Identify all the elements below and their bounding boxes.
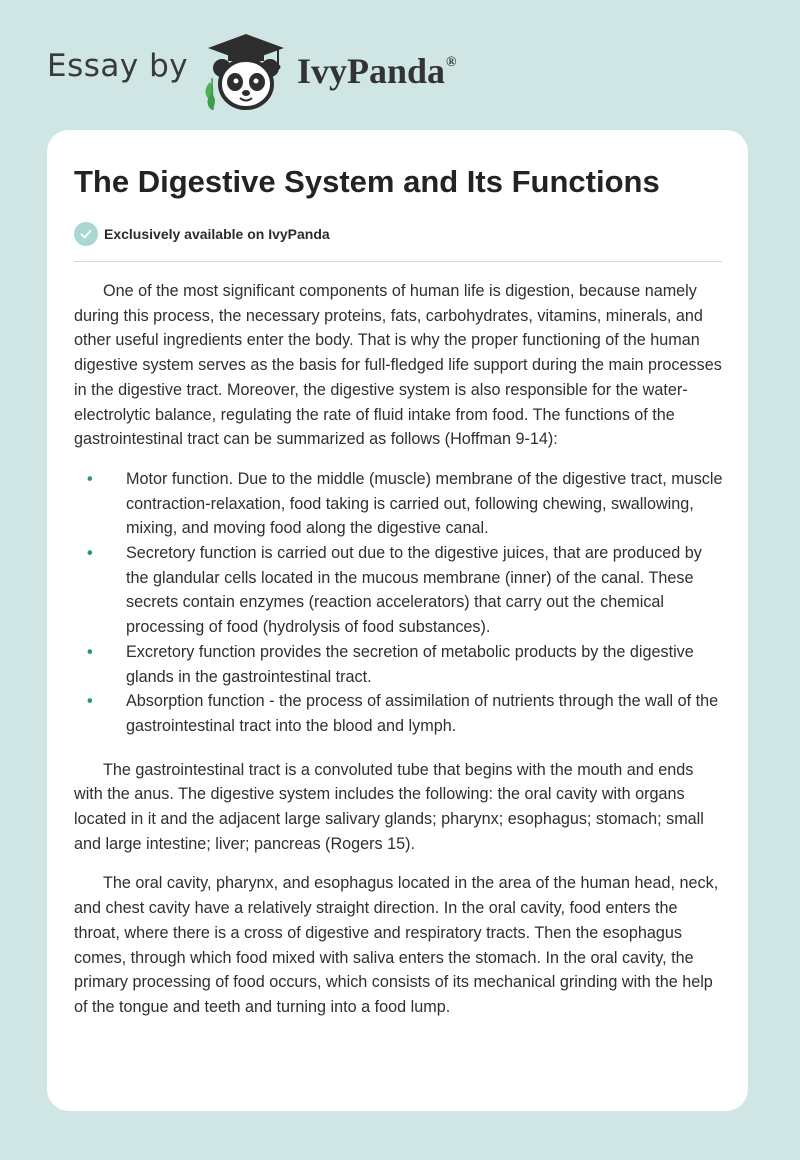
brand-name xyxy=(297,50,457,92)
list-item xyxy=(74,541,724,640)
paragraph-2: The gastrointestinal tract is a convoluted tube that begins with the mouth and ends with the anus. The digestive system includes the following: the oral cavity with organs located in it and the adjacent large salivary glands; pharynx; esophagus; stomach; small and large intestine; liver; pancreas (Rogers 15). xyxy=(74,760,704,853)
essay-body xyxy=(74,279,724,1035)
list-item xyxy=(74,640,724,689)
bullet-icon: • xyxy=(87,642,93,661)
list-item-text: Absorption function - the process of assimilation of nutrients through the wall of the gastrointestinal tract into the blood and lymph. xyxy=(126,692,719,735)
site-header xyxy=(0,0,800,130)
panda-graduate-logo-icon xyxy=(198,32,294,112)
list-item xyxy=(74,467,724,541)
page-title: The Digestive System and Its Functions xyxy=(74,164,660,199)
divider xyxy=(74,261,722,262)
functions-list xyxy=(74,467,724,739)
essay-card xyxy=(47,130,748,1111)
check-circle-icon xyxy=(74,222,98,246)
paragraph-3: The oral cavity, pharynx, and esophagus located in the area of the human head, neck, and chest cavity have a relatively straight direction. In the oral cavity, food enters the throat, where there is a cross of digestive and respiratory tracts. Then the esophagus comes, through which food mixed with saliva enters the stomach. In the oral cavity, the primary processing of food occurs, which consists of its mechanical grinding with the help of the tongue and teeth and turning into a food lump. xyxy=(74,874,719,1016)
list-item-text: Excretory function provides the secretion of metabolic products by the digestive glands in the gastrointestinal tract. xyxy=(126,642,694,686)
brand-name-text: IvyPanda xyxy=(297,51,446,91)
list-item xyxy=(74,689,724,738)
bullet-icon: • xyxy=(87,692,93,711)
registered-mark: ® xyxy=(446,55,457,70)
exclusive-label: Exclusively available on IvyPanda xyxy=(104,226,330,242)
paragraph-1: One of the most significant components of human life is digestion, because namely during this process, the necessary proteins, fats, carbohydrates, vitamins, minerals, and other useful ingredients enter the body. That is why the proper functioning of the human digestive system serves as the basis for full-fledged life support during the main processes in the digestive tract. Moreover, the digestive system is also responsible for the water-electrolytic balance, regulating the rate of fluid intake from food. The functions of the gastrointestinal tract can be summarized as follows (Hoffman 9-14): xyxy=(74,282,722,449)
bullet-icon: • xyxy=(87,544,93,563)
list-item-text: Motor function. Due to the middle (muscle) membrane of the digestive tract, muscle contraction-relaxation, food taking is carried out, following chewing, swallowing, mixing, and moving food along the digestive canal. xyxy=(126,469,723,538)
bullet-icon: • xyxy=(87,469,93,488)
essay-by-label: Essay by xyxy=(47,48,189,84)
checkmark-glyph-icon xyxy=(79,227,93,241)
list-item-text: Secretory function is carried out due to the digestive juices, that are produced by the glandular cells located in the mucous membrane (inner) of the canal. These secrets contain enzymes (reaction accelerators) that carry out the chemical processing of food (hydrolysis of food substances). xyxy=(126,544,702,637)
exclusive-badge xyxy=(74,222,330,246)
